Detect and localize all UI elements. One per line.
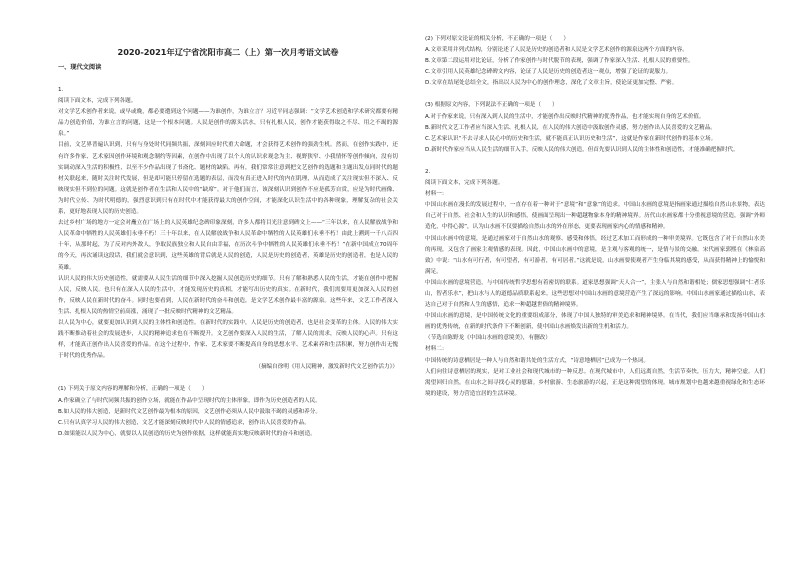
passage-paragraph: 中国传统的诗意栖居是一种人与自然和谐共处的生活方式，“诗意地栖居”已成为一个热词。 bbox=[425, 357, 649, 364]
page-title: 2020-2021年辽宁省沈阳市高二（上）第一次月考语文试卷 bbox=[117, 47, 339, 57]
passage-paragraph: 中国山水画的意境营造，与中国传统哲学思想有着密切的联系。道家思想强调“天人合一”，主张人与自然和谐相处；儒家思想强调“仁者乐山，智者乐水”，把山水与人的道德品质联系起来。这些思想对中国山水画的意境营造产生了深远的影响。中国山水画家通过描绘山水，表达自己对于自然和人生的感悟，追求一种超越世俗的精神境界。 bbox=[425, 279, 765, 309]
passage-paragraph: 对文学艺术创作者来说，或早或晚，都必要遭到这个问题——为谁创作，为谁立言？习近平同志强调：“文学艺术创造和学术研究都要有精品力创造价值，为谁立言的问题，这是一个根本问题。人民是创作的源头活水，只有扎根人民，创作才能获得取之不尽、用之不竭的源泉。” bbox=[58, 109, 398, 138]
option-c: C.文章引用人民英雄纪念碑碑文内容，论证了人民是历史的创造者这一观点，增强了论证的说服力。 bbox=[425, 69, 672, 76]
option-d: D.新时代作家应当从人民生活的细节入手，反映人民的伟大创造，但首先要认识到人民的主体性和创造性，才能准确把握时代。 bbox=[425, 146, 739, 153]
option-d: D.如果能以人民为中心，就要以人民创造的历史为创作依据，这样就能真实地反映新时代的奋斗和创造。 bbox=[58, 430, 316, 437]
right-column bbox=[425, 0, 765, 562]
question-stem: (3) 根据原文内容，下列说法不正确的一项是（ ） bbox=[425, 102, 558, 109]
section-heading: 一、现代文阅读 bbox=[58, 64, 102, 71]
material-label: 材料二： bbox=[425, 346, 448, 353]
option-b: B.新时代文艺工作者应当深入生活、扎根人民，在人民的伟大创造中汲取创作灵感，努力创作出人民喜爱的文艺精品。 bbox=[425, 124, 716, 131]
passage-paragraph: 中国山水画中的意境，是通过画家对于自然山水的观察、感受和体悟，经过艺术加工而形成的一种审美境界。它既包含了对于自然山水美的再现，又包含了画家主观情感的表现。因此，中国山水画中的意境，是主观与客观的统一，是情与景的交融。宋代画家郭熙在《林泉高致》中说：“山水有可行者，有可望者，有可游者，有可居者。”这就是说，山水画要使观者产生身临其境的感受，从而获得精神上的愉悦和满足。 bbox=[425, 235, 765, 275]
option-a: A.文章采用并列式结构，分别论述了人民是历史的创造者和人民是文学艺术创作的源泉这两个方面的内容。 bbox=[425, 47, 688, 54]
instruction: 阅读下面文本，完成下列各题。 bbox=[425, 180, 504, 187]
option-c: C.艺术家认识“不去寻求人民心中的历史和生活，就不能真正认识历史和生活”，这就是作家在新时代创作的基本立场。 bbox=[425, 135, 717, 142]
question-stem: (2) 下列对原文论证的相关分析，不正确的一项是（ ） bbox=[425, 36, 569, 42]
option-b: B.如人民的伟大创造，是新时代文艺创作最为根本的原因，文艺创作必须从人民中汲取不竭的灵感和养分。 bbox=[58, 408, 321, 415]
question-number: 1. bbox=[58, 87, 64, 93]
source-citation: （节选自陈野龙《中国山水画的意境美》，有删改） bbox=[425, 335, 551, 342]
passage-paragraph: 以人民为中心，就要更加认识到人民的主体性和创造性。在新时代的实践中，人民是历史的创造者，也是社会变革的主体。人民的伟大实践不断推动着社会的发展进步，人民的精神追求也在不断提升。文艺创作要深入人民的生活，了解人民的需求，反映人民的心声。只有这样，才能真正创作出人民喜爱的作品。在这个过程中，作家、艺术家要不断提高自身的思想水平、艺术素养和生活积累，努力创作出无愧于时代的优秀作品。 bbox=[58, 319, 398, 360]
option-d: D.文章在结尾处总结全文，指出以人民为中心的创作理念，深化了文章主旨，使论证更加完整、严密。 bbox=[425, 80, 678, 87]
option-b: B.文章第二段运用对比论证，分析了作家创作与时代脱节的表现，强调了作家深入生活、扎根人民的重要性。 bbox=[425, 58, 694, 65]
passage-paragraph: 人们向往诗意栖居的现实，是对工业社会和现代城市的一种反思。在现代城市中，人们远离自然，生活节奏快，压力大，精神空虚。人们渴望回归自然，在山水之间寻找心灵的慰藉。乡村旅游、生态旅游的兴起，正是这种渴望的体现。城市规划中也越来越重视绿化和生态环境的建设，努力营造宜居的生活环境。 bbox=[425, 368, 765, 397]
source-citation: （摘编自徐明《用人民精神，激发新时代文艺创作活力》） bbox=[255, 364, 398, 371]
passage-paragraph: 中国山水画的意境，是中国传统文化的重要组成部分，体现了中国人独特的审美追求和精神境界。在当代，我们应当继承和发扬中国山水画的优秀传统，在新的时代条件下不断创新，使中国山水画焕发出新的生机和活力。 bbox=[425, 313, 765, 331]
passage-paragraph: 目前，文艺界普遍认识到，只有与身处时代同频共振，深刻回应时代重大命题，才会获得艺术创作的强劲生机。然而，在创作实践中，还有许多作家、艺术家因创作环境和观念制约等因素，在创作中出现了以个人的认识求观念为主、视野狭窄、小我情怀等创作倾向，没有切实调动深入生活的积极性，以至不少作品出现了书斋化、题材的缺陷。再有，我们常常注意到把文艺创作的选题和主题出发点同时代的题材关联起来，随时关注时代发展，但是却可能只停留在选题的表层，而没有真正进入时代的内在肌理，从而造成了关注现实但不深入、反映现实但不到位的问题。这就是创作者在生活和人民中的“缺席”。对于他们而言，该深刻认识到创作不应是孤芳自赏，应是为时代画像、为时代立传、为时代明德的，强烈意识到只有在时代中才能获得最大的创作空间，才能深化认识生活中的各种现象，理解复杂的社会关系，更好地表现人民的历史创造。 bbox=[58, 142, 398, 216]
option-c: C.只有认真学习人民的伟大创造，文艺才能深刻反映时代中人民的情感追求，创作出人民喜爱的作品。 bbox=[58, 419, 310, 426]
option-a: A.对于作家来说，只有深入到人民的生活中，才能创作出反映时代精神的优秀作品，也才能实现自身的艺术价值。 bbox=[425, 113, 705, 120]
instruction: 阅读下面文本，完成下列各题。 bbox=[58, 98, 137, 105]
question-stem: (1) 下列关于原文内容的理解和分析，正确的一项是（ ） bbox=[58, 386, 208, 393]
option-a: A.作家确立了与时代同频共振的创作立场，就能在作品中呈现时代的主体形象，即作为历史创造者的人民。 bbox=[58, 397, 321, 404]
passage-paragraph: 去过乡村广场的地方一定会对矗立在广场上的人民英雄纪念碑印象深刻，许多人都将目光注意到碑文上——“三年以来，在人民解放战争和人民革命中牺牲的人民英雄们永垂不朽！三十年以来，在人民解放战争和人民革命中牺牲的人民英雄们永垂不朽！由此上溯到一千八百四十年，从那时起，为了反对内外敌人，争取民族独立和人民自由幸福，在历次斗争中牺牲的人民英雄们永垂不朽！”在新中国成立70周年的今天，再次诵读这段话，我们就会意识到，这些英雄的背后就是人民的创造，人民是历史的创造者，英雄是历史的创造者，也是人民的英雄。 bbox=[58, 220, 398, 271]
passage-paragraph: 认识人民的伟大历史创造性，就需要从人民生活的细节中深入挖掘人民创造历史的细节。只有了解和熟悉人民的生活，才能在创作中把握人民，反映人民。也只有在深入人民的生活中，才能发现历史的真相，才能写出历史的真实。在新时代，我们需要用更加深入人民的创作，反映人民在新时代的奋斗。同时也要看到，人民在新时代的奋斗和创造，是文学艺术创作最丰富的源泉。这些年来，文艺工作者深入生活、扎根人民的热情空前高涨，涌现了一批反映时代精神的文艺精品。 bbox=[58, 275, 398, 315]
left-column bbox=[58, 0, 398, 562]
material-label: 材料一： bbox=[425, 191, 448, 198]
question-number: 2. bbox=[425, 168, 431, 175]
passage-paragraph: 中国山水画在漫长的发展过程中，一直存在着一种对于“意境”和“意象”的追求。中国山水画的意境是指画家通过描绘自然山水景物，表达自己对于自然、社会和人生的认识和感悟，使画面呈现出一种超越物象本身的精神境界。历代山水画家都十分重视意境的营造，强调“外师造化，中得心源”，认为山水画不仅要描绘自然山水的外在形态，更要表现画家内心的情感和精神。 bbox=[425, 202, 765, 231]
